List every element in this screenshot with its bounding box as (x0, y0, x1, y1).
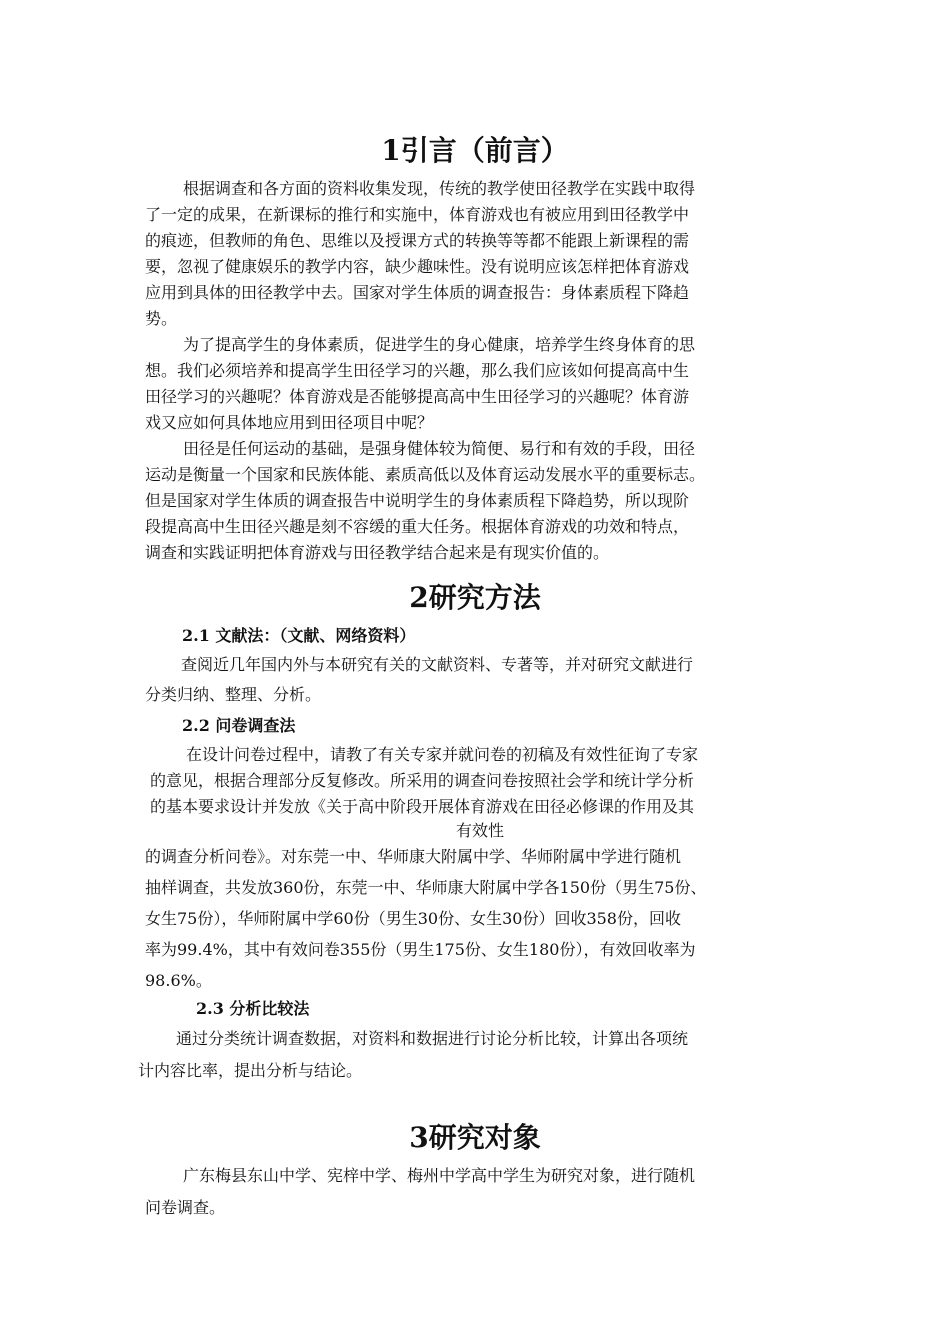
text-line: 了一定的成果，在新课标的推行和实施中，体育游戏也有被应用到田径教学中 (145, 205, 690, 224)
text-line: 想。我们必须培养和提高学生田径学习的兴趣，那么我们应该如何提高高中生 (145, 361, 690, 380)
text-line: 的基本要求设计并发放《关于高中阶段开展体育游戏在田径必修课的作用及其 (150, 797, 695, 816)
literature-paragraph (145, 650, 825, 710)
text-line: 有效性 (455, 821, 504, 840)
section-heading-methods: 2研究方法 (409, 581, 541, 614)
text-line: 运动是衡量一个国家和民族体能、素质高低以及体育运动发展水平的重要标志。 (145, 465, 706, 484)
text-line: 势。 (145, 309, 178, 328)
questionnaire-paragraph-top (150, 742, 810, 842)
subjects-paragraph (145, 1160, 825, 1224)
text-line: 的意见，根据合理部分反复修改。所采用的调查问卷按照社会学和统计学分析 (150, 771, 695, 790)
text-line: 计内容比率，提出分析与结论。 (138, 1061, 363, 1080)
subsection-title-questionnaire: 2.2 问卷调查法 (182, 716, 296, 735)
text-line: 女生75份），华师附属中学60份（男生30份、女生30份）回收358份，回收 (145, 909, 681, 928)
text-line: 但是国家对学生体质的调查报告中说明学生的身体素质程下降趋势，所以现阶 (145, 491, 690, 510)
text-line: 问卷调查。 (145, 1198, 226, 1217)
section-heading-introduction: 1引言（前言） (381, 134, 569, 167)
text-line: 为了提高学生的身体素质，促进学生的身心健康，培养学生终身体育的思 (183, 335, 696, 354)
intro-paragraph-3 (145, 436, 835, 566)
analysis-paragraph (138, 1023, 828, 1087)
intro-paragraph-2 (145, 332, 825, 436)
text-line: 分类归纳、整理、分析。 (145, 685, 322, 704)
text-line: 戏又应如何具体地应用到田径项目中呢？ (145, 413, 434, 432)
text-line: 田径是任何运动的基础，是强身健体较为简便、易行和有效的手段，田径 (183, 439, 696, 458)
text-line: 根据调查和各方面的资料收集发现，传统的教学使田径教学在实践中取得 (183, 179, 696, 198)
text-line: 段提高高中生田径兴趣是刻不容缓的重大任务。根据体育游戏的功效和特点， (145, 517, 690, 536)
text-line: 应用到具体的田径教学中去。国家对学生体质的调查报告：身体素质程下降趋 (145, 283, 690, 302)
text-line: 通过分类统计调查数据，对资料和数据进行讨论分析比较，计算出各项统 (176, 1029, 689, 1048)
subsection-title-analysis: 2.3 分析比较法 (196, 999, 310, 1018)
text-line: 的痕迹，但教师的角色、思维以及授课方式的转换等等都不能跟上新课程的需 (145, 231, 690, 250)
text-line: 的调查分析问卷》。对东莞一中、华师康大附属中学、华师附属中学进行随机 (145, 847, 682, 866)
section-heading-subjects: 3研究对象 (409, 1121, 541, 1154)
text-line: 调查和实践证明把体育游戏与田径教学结合起来是有现实价值的。 (145, 543, 610, 562)
text-line: 要，忽视了健康娱乐的教学内容，缺少趣味性。没有说明应该怎样把体育游戏 (145, 257, 690, 276)
text-line: 在设计问卷过程中，请教了有关专家并就问卷的初稿及有效性征询了专家 (186, 745, 699, 764)
questionnaire-paragraph-bottom (145, 841, 835, 996)
text-line: 率为99.4%，其中有效问卷355份（男生175份、女生180份），有效回收率为 (145, 940, 696, 959)
intro-paragraph-1 (145, 176, 825, 332)
text-line: 广东梅县东山中学、宪梓中学、梅州中学高中学生为研究对象，进行随机 (183, 1166, 696, 1185)
subsection-title-literature: 2.1 文献法：（文献、网络资料） (182, 626, 416, 645)
text-line: 98.6%。 (145, 971, 212, 990)
text-line: 田径学习的兴趣呢？体育游戏是否能够提高高中生田径学习的兴趣呢？体育游 (145, 387, 690, 406)
text-line: 抽样调查，共发放360份，东莞一中、华师康大附属中学各150份（男生75份、 (145, 878, 707, 897)
text-line: 查阅近几年国内外与本研究有关的文献资料、专著等，并对研究文献进行 (181, 655, 694, 674)
